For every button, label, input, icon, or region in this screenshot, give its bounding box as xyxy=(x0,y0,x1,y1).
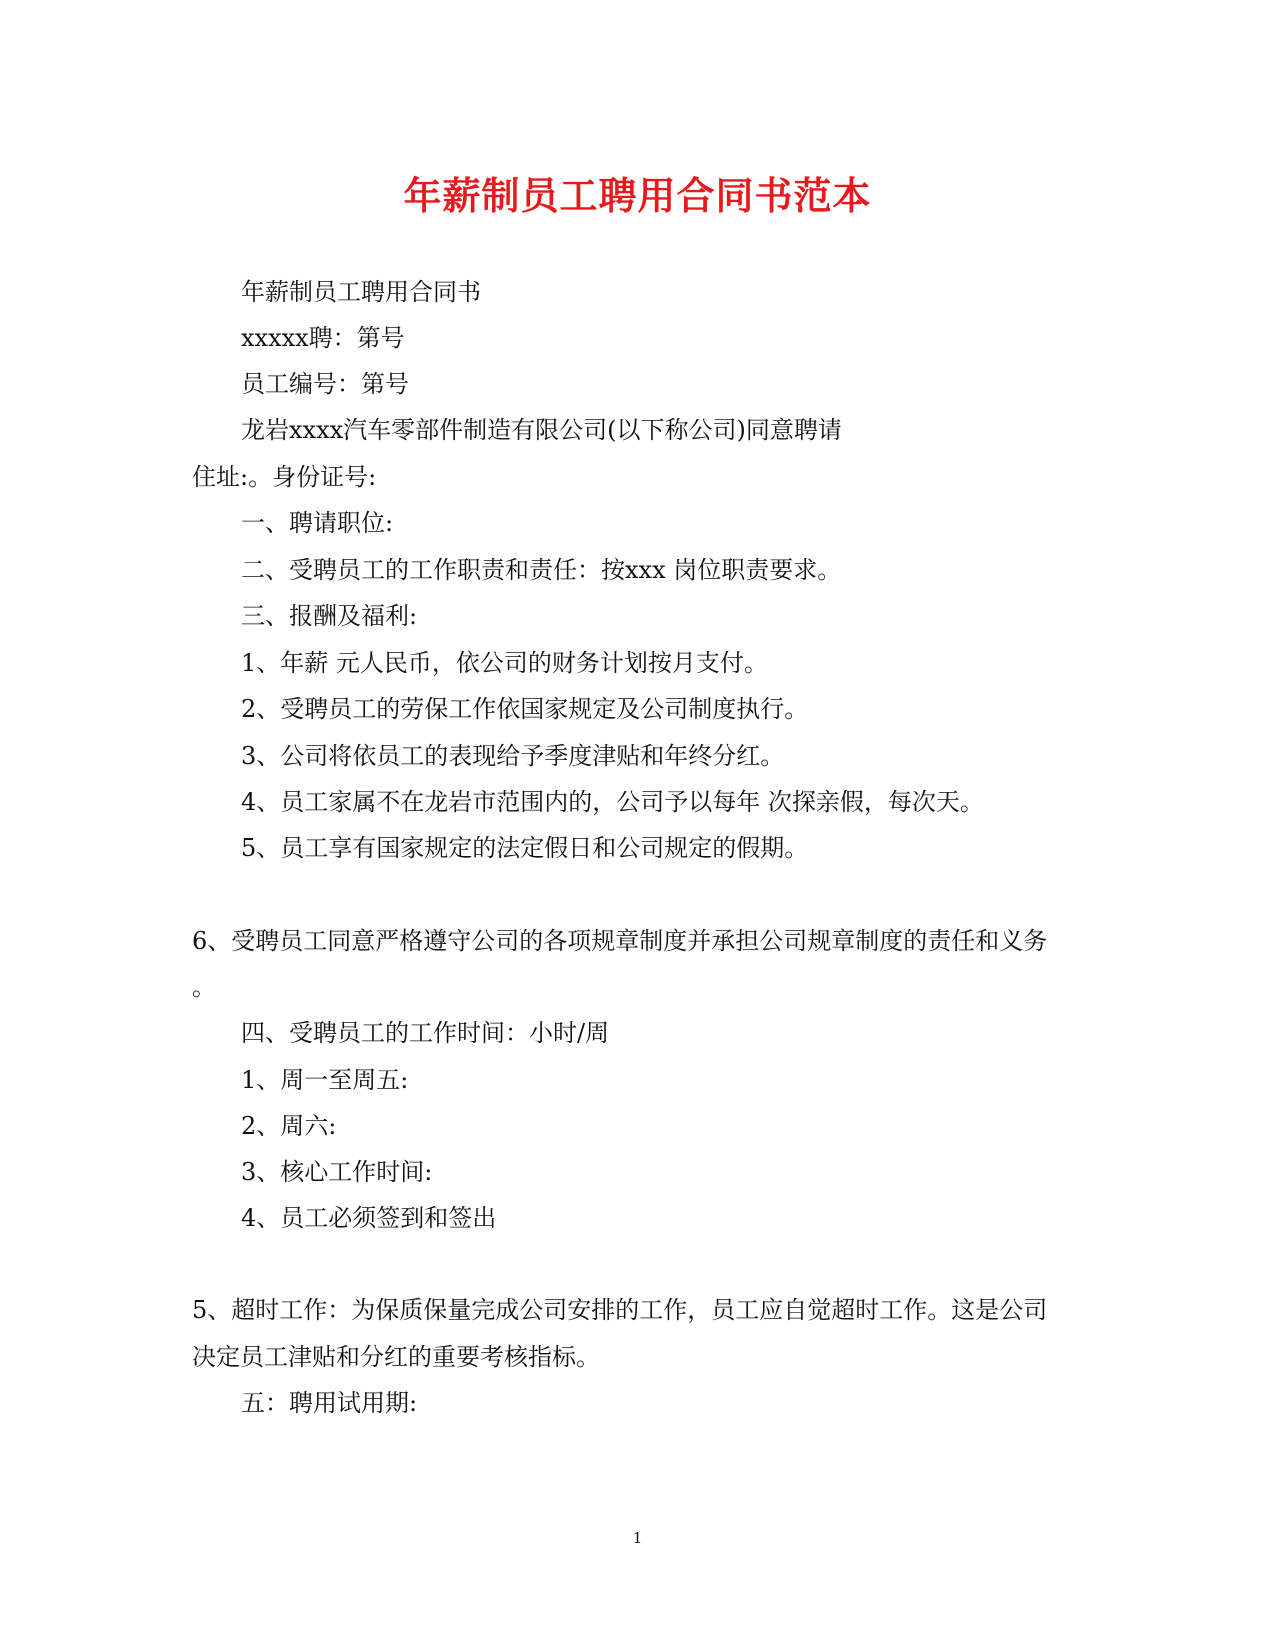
section-work-hours: 四、受聘员工的工作时间：小时/周 xyxy=(241,1019,610,1047)
compensation-item-6: 6、受聘员工同意严格遵守公司的各项规章制度并承担公司规章制度的责任和义务 xyxy=(192,927,1048,955)
work-hours-item-2: 2、周六: xyxy=(241,1112,337,1140)
address-id-line: 住址:。身份证号: xyxy=(192,463,377,491)
work-hours-item-1: 1、周一至周五: xyxy=(241,1066,409,1094)
work-hours-item-4: 4、员工必须签到和签出 xyxy=(241,1204,497,1232)
contract-heading: 年薪制员工聘用合同书 xyxy=(241,278,481,306)
company-statement: 龙岩xxxx汽车零部件制造有限公司(以下称公司)同意聘请 xyxy=(241,416,842,444)
section-position: 一、聘请职位: xyxy=(241,509,394,537)
section-compensation: 三、报酬及福利: xyxy=(241,602,418,630)
compensation-item-1: 1、年薪 元人民币，依公司的财务计划按月支付。 xyxy=(241,649,768,677)
compensation-item-2: 2、受聘员工的劳保工作依国家规定及公司制度执行。 xyxy=(241,695,809,723)
compensation-item-4: 4、员工家属不在龙岩市范围内的，公司予以每年 次探亲假，每次天。 xyxy=(241,788,984,816)
employee-number: 员工编号：第号 xyxy=(241,370,409,398)
section-duties: 二、受聘员工的工作职责和责任：按xxx 岗位职责要求。 xyxy=(241,556,842,584)
section-probation: 五：聘用试用期: xyxy=(241,1389,418,1417)
page-number: 1 xyxy=(632,1529,643,1547)
work-hours-item-5: 5、超时工作：为保质保量完成公司安排的工作，员工应自觉超时工作。这是公司 xyxy=(192,1296,1048,1324)
work-hours-item-5-cont: 决定员工津贴和分红的重要考核指标。 xyxy=(192,1343,600,1371)
contract-number: xxxxx聘：第号 xyxy=(241,324,405,352)
work-hours-item-3: 3、核心工作时间: xyxy=(241,1158,433,1186)
document-title: 年薪制员工聘用合同书范本 xyxy=(403,173,872,218)
compensation-item-6-end: 。 xyxy=(192,973,216,1001)
compensation-item-3: 3、公司将依员工的表现给予季度津贴和年终分红。 xyxy=(241,742,785,770)
compensation-item-5: 5、员工享有国家规定的法定假日和公司规定的假期。 xyxy=(241,834,809,862)
